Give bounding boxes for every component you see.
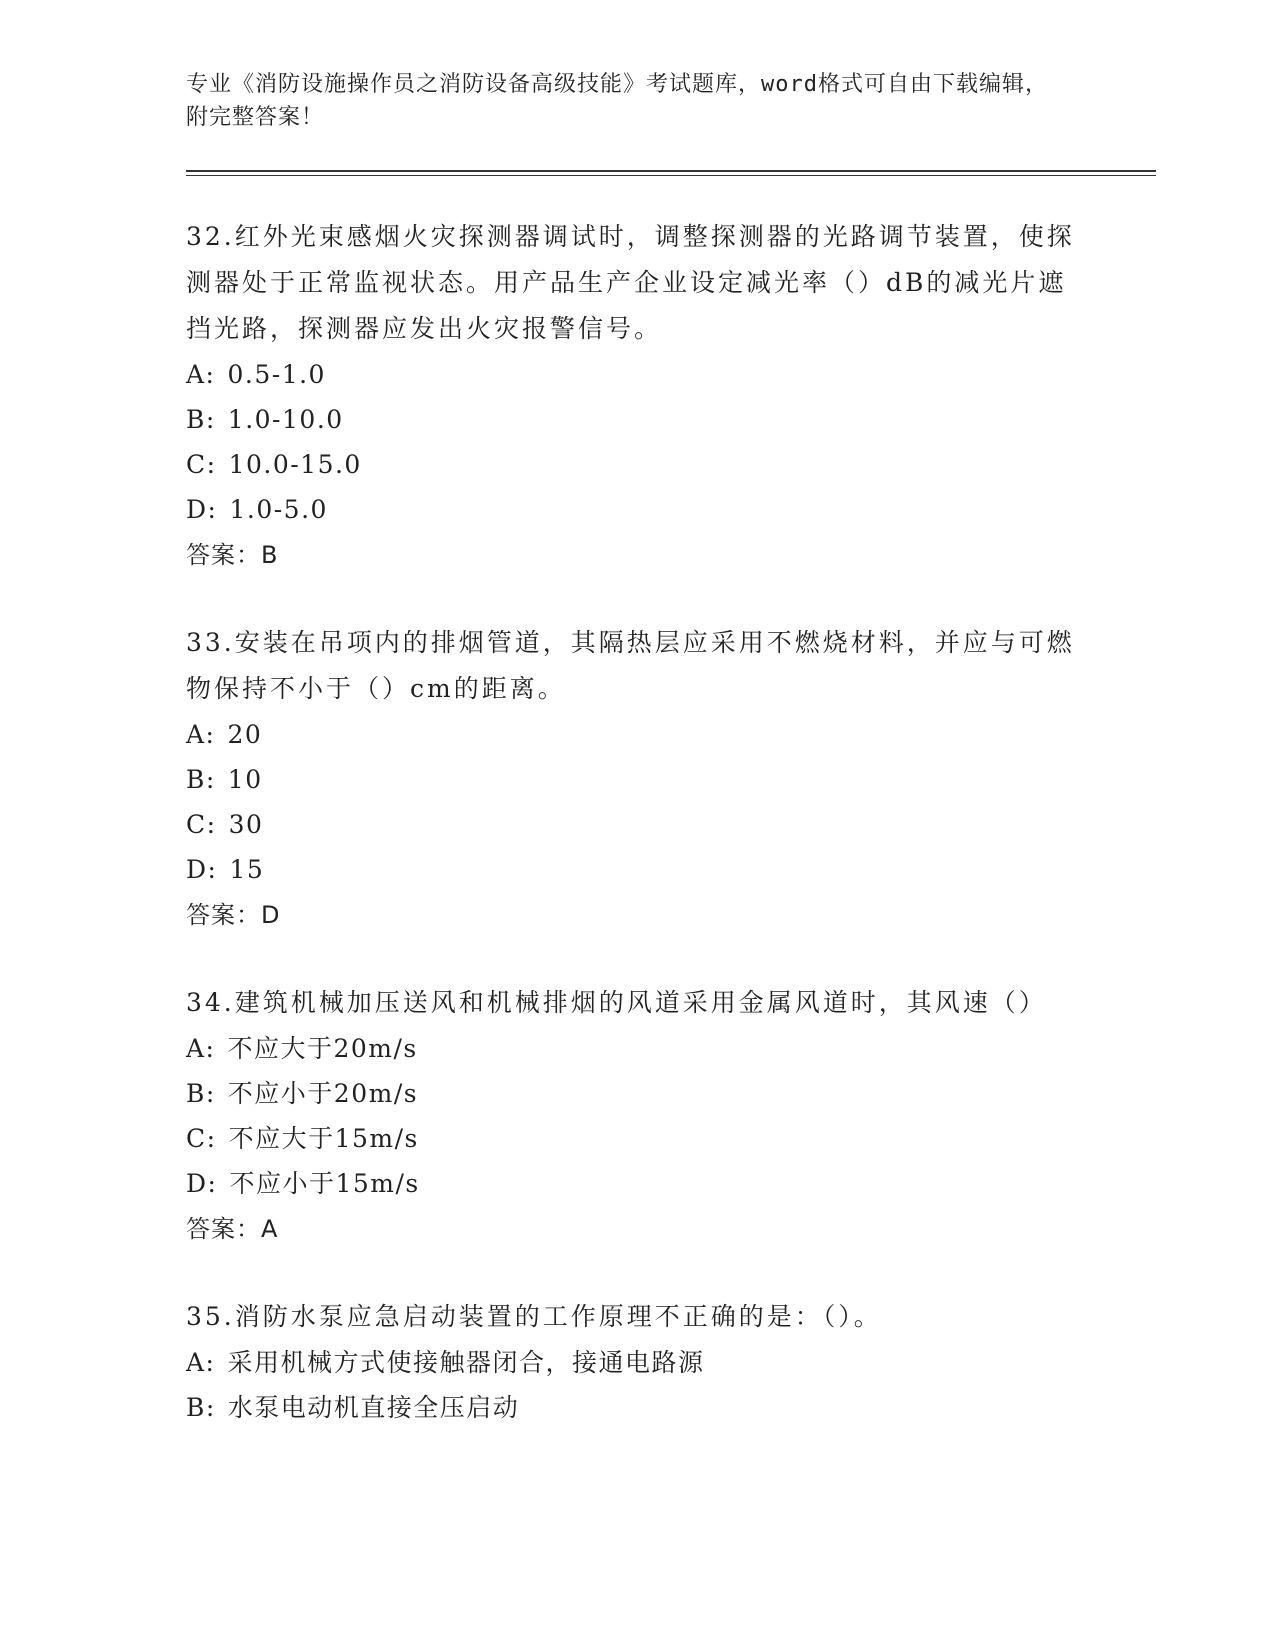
question-35 (186, 1294, 1096, 1430)
option-text: 0.5-1.0 (227, 360, 326, 389)
document-header: 专业《消防设施操作员之消防设备高级技能》考试题库，word格式可自由下载编辑，附完整答案！ (186, 72, 1048, 130)
option-text: 20 (227, 720, 263, 749)
option-a (186, 1340, 1096, 1385)
question-stem: 32.红外光束感烟火灾探测器调试时，调整探测器的光路调节装置，使探测器处于正常监视状态。用产品生产企业设定减光率（）dB的减光片遮挡光路，探测器应发出火灾报警信号。 (186, 222, 1075, 343)
option-text: 10.0-15.0 (228, 450, 362, 479)
option-d (186, 1161, 1096, 1206)
option-label: C: (186, 1124, 217, 1153)
option-a (186, 712, 1096, 757)
option-text: 1.0-5.0 (229, 495, 328, 524)
option-b (186, 757, 1096, 802)
option-label: B: (186, 1393, 216, 1422)
option-text: 10 (227, 765, 263, 794)
option-text: 1.0-10.0 (227, 405, 344, 434)
option-b (186, 1385, 1096, 1430)
option-text: 不应小于15m/s (229, 1169, 420, 1198)
question-34 (186, 980, 1096, 1252)
option-a (186, 1026, 1096, 1071)
option-label: D: (186, 495, 218, 524)
question-list (186, 214, 1096, 1430)
question-32 (186, 214, 1096, 578)
answer-line: 答案：A (186, 1215, 279, 1243)
document-page (186, 68, 1096, 1472)
option-label: A: (186, 1348, 216, 1377)
option-c (186, 442, 1096, 487)
option-c (186, 1116, 1096, 1161)
option-text: 不应小于20m/s (227, 1079, 419, 1108)
question-stem: 35.消防水泵应急启动装置的工作原理不正确的是：（）。 (186, 1302, 882, 1331)
option-text: 30 (228, 810, 264, 839)
option-label: C: (186, 450, 217, 479)
option-text: 不应大于15m/s (228, 1124, 419, 1153)
option-label: B: (186, 765, 216, 794)
option-text: 不应大于20m/s (227, 1034, 418, 1063)
question-stem: 33.安装在吊项内的排烟管道，其隔热层应采用不燃烧材料，并应与可燃物保持不小于（）cm的距离。 (186, 628, 1075, 703)
option-label: B: (186, 1079, 216, 1108)
option-b (186, 397, 1096, 442)
option-text: 15 (229, 855, 265, 884)
option-d (186, 847, 1096, 892)
option-b (186, 1071, 1096, 1116)
option-label: C: (186, 810, 217, 839)
option-label: A: (186, 360, 216, 389)
option-text: 水泵电动机直接全压启动 (227, 1393, 520, 1422)
question-33 (186, 620, 1096, 938)
option-label: D: (186, 1169, 218, 1198)
option-label: D: (186, 855, 218, 884)
option-a (186, 352, 1096, 397)
option-d (186, 487, 1096, 532)
option-label: B: (186, 405, 216, 434)
answer-line: 答案：B (186, 541, 279, 569)
option-label: A: (186, 1034, 216, 1063)
option-label: A: (186, 720, 216, 749)
answer-line: 答案：D (186, 901, 281, 929)
option-text: 采用机械方式使接触器闭合，接通电路源 (227, 1348, 705, 1377)
option-c (186, 802, 1096, 847)
question-stem: 34.建筑机械加压送风和机械排烟的风道采用金属风道时，其风速（） (186, 988, 1047, 1017)
header-divider (186, 170, 1156, 176)
